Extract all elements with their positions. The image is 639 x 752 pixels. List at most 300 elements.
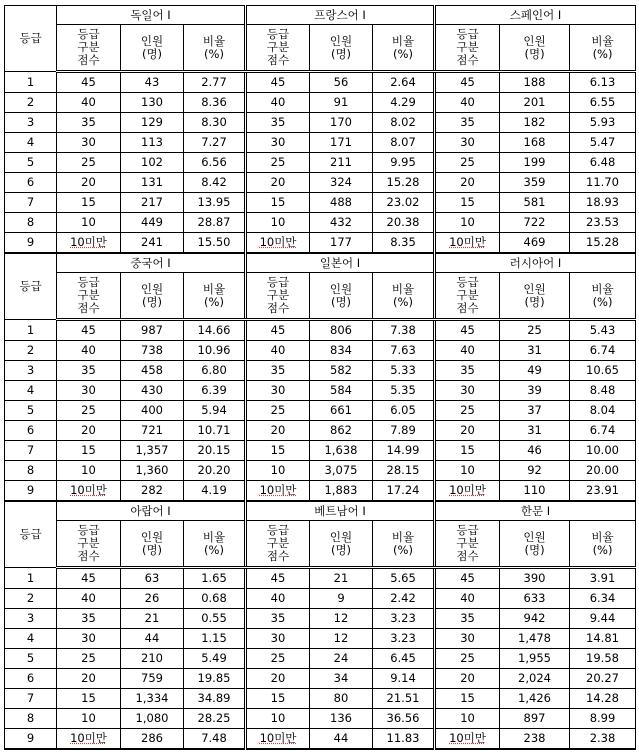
cut-score-cell: 15: [57, 689, 121, 709]
cut-score-cell: 30: [435, 133, 500, 153]
people-cell: 359: [500, 173, 570, 193]
ratio-cell: 0.68: [184, 589, 246, 609]
people-cell: 1,426: [500, 689, 570, 709]
cut-score-cell: 45: [246, 568, 310, 589]
people-header: 인원 (명): [500, 25, 570, 72]
people-cell: 1,955: [500, 649, 570, 669]
people-cell: 2,024: [500, 669, 570, 689]
ratio-header: 비율 (%): [373, 273, 435, 320]
cut-score-header: 등급 구분 점수: [246, 273, 310, 320]
people-cell: 21: [310, 568, 373, 589]
grade-cell: 8: [5, 461, 57, 481]
people-cell: 282: [121, 481, 184, 502]
cut-score-cell: 10: [435, 461, 500, 481]
table-row: [5, 361, 636, 381]
cut-score-cell: 30: [246, 629, 310, 649]
cut-score-cell: 35: [435, 113, 500, 133]
people-cell: 182: [500, 113, 570, 133]
ratio-cell: 6.55: [570, 93, 636, 113]
grade-cell: 4: [5, 629, 57, 649]
cut-score-cell: 20: [435, 669, 500, 689]
people-cell: 721: [121, 421, 184, 441]
table-row: [5, 421, 636, 441]
cut-score-cell: 25: [435, 153, 500, 173]
cut-score-cell: 30: [246, 381, 310, 401]
cut-score-cell: 35: [246, 361, 310, 381]
cut-score-cell: 45: [435, 568, 500, 589]
cut-score-cell: 40: [57, 341, 121, 361]
people-cell: 897: [500, 709, 570, 729]
people-cell: 3,075: [310, 461, 373, 481]
ratio-cell: 4.29: [373, 93, 435, 113]
language-header: 한문 I: [435, 501, 636, 521]
grade-column-header: 등급: [5, 6, 57, 72]
ratio-cell: 8.30: [184, 113, 246, 133]
people-header: 인원 (명): [310, 521, 373, 568]
cut-score-cell: 35: [246, 113, 310, 133]
ratio-cell: 7.27: [184, 133, 246, 153]
people-cell: 834: [310, 341, 373, 361]
people-cell: 1,478: [500, 629, 570, 649]
people-cell: 324: [310, 173, 373, 193]
ratio-cell: 18.93: [570, 193, 636, 213]
ratio-cell: 8.35: [373, 233, 435, 254]
people-cell: 201: [500, 93, 570, 113]
language-header: 러시아어 I: [435, 253, 636, 273]
cut-score-cell: 10미만: [246, 233, 310, 254]
ratio-cell: 21.51: [373, 689, 435, 709]
grade-cell: 7: [5, 193, 57, 213]
people-cell: 582: [310, 361, 373, 381]
table-row: [5, 153, 636, 173]
people-cell: 37: [500, 401, 570, 421]
grade-cell: 9: [5, 729, 57, 750]
people-cell: 449: [121, 213, 184, 233]
cut-score-cell: 10: [246, 709, 310, 729]
ratio-cell: 3.23: [373, 629, 435, 649]
cut-score-cell: 45: [246, 72, 310, 93]
ratio-cell: 2.42: [373, 589, 435, 609]
people-cell: 430: [121, 381, 184, 401]
cut-score-cell: 15: [57, 193, 121, 213]
cut-score-cell: 25: [57, 649, 121, 669]
cut-score-cell: 25: [246, 153, 310, 173]
table-row: [5, 93, 636, 113]
cut-score-cell: 45: [57, 72, 121, 93]
table-row: [5, 381, 636, 401]
people-cell: 46: [500, 441, 570, 461]
ratio-cell: 5.94: [184, 401, 246, 421]
cut-score-cell: 45: [435, 320, 500, 341]
table-row: [5, 233, 636, 254]
cut-score-cell: 10: [435, 709, 500, 729]
cut-score-cell: 20: [435, 421, 500, 441]
sub-header-row: [5, 521, 636, 568]
cut-score-cell: 10: [435, 213, 500, 233]
people-cell: 211: [310, 153, 373, 173]
grade-cell: 3: [5, 113, 57, 133]
people-cell: 987: [121, 320, 184, 341]
ratio-cell: 1.65: [184, 568, 246, 589]
language-header: 베트남어 I: [246, 501, 435, 521]
cut-score-cell: 20: [246, 173, 310, 193]
cut-score-cell: 10미만: [246, 481, 310, 502]
ratio-cell: 17.24: [373, 481, 435, 502]
people-cell: 25: [500, 320, 570, 341]
language-header: 독일어 I: [57, 6, 246, 25]
table-row: [5, 213, 636, 233]
cut-score-cell: 30: [57, 133, 121, 153]
cut-score-cell: 40: [57, 589, 121, 609]
cut-score-cell: 25: [246, 401, 310, 421]
people-cell: 31: [500, 421, 570, 441]
language-header-row: [5, 6, 636, 25]
ratio-cell: 6.45: [373, 649, 435, 669]
grade-cell: 6: [5, 669, 57, 689]
people-cell: 92: [500, 461, 570, 481]
grade-cell: 2: [5, 589, 57, 609]
ratio-cell: 10.71: [184, 421, 246, 441]
people-cell: 1,334: [121, 689, 184, 709]
ratio-header: 비율 (%): [570, 273, 636, 320]
people-header: 인원 (명): [500, 521, 570, 568]
cut-score-header: 등급 구분 점수: [57, 25, 121, 72]
people-cell: 661: [310, 401, 373, 421]
table-row: [5, 649, 636, 669]
ratio-cell: 8.36: [184, 93, 246, 113]
people-cell: 217: [121, 193, 184, 213]
ratio-cell: 13.95: [184, 193, 246, 213]
cut-score-cell: 25: [435, 401, 500, 421]
cut-score-cell: 40: [435, 341, 500, 361]
cut-score-cell: 10미만: [435, 729, 500, 750]
grade-cell: 1: [5, 320, 57, 341]
cut-score-cell: 10미만: [57, 729, 121, 750]
ratio-cell: 2.38: [570, 729, 636, 750]
cut-score-cell: 35: [57, 113, 121, 133]
ratio-cell: 15.50: [184, 233, 246, 254]
ratio-cell: 3.91: [570, 568, 636, 589]
table-row: [5, 72, 636, 93]
cut-score-cell: 40: [435, 93, 500, 113]
grade-cell: 5: [5, 153, 57, 173]
ratio-cell: 14.66: [184, 320, 246, 341]
cut-score-cell: 35: [57, 609, 121, 629]
people-cell: 63: [121, 568, 184, 589]
cut-score-cell: 40: [246, 589, 310, 609]
cut-score-cell: 25: [435, 649, 500, 669]
ratio-cell: 7.63: [373, 341, 435, 361]
people-cell: 171: [310, 133, 373, 153]
ratio-cell: 28.25: [184, 709, 246, 729]
ratio-cell: 5.35: [373, 381, 435, 401]
cut-score-cell: 20: [246, 421, 310, 441]
cut-score-header: 등급 구분 점수: [435, 273, 500, 320]
people-cell: 56: [310, 72, 373, 93]
table-row: [5, 133, 636, 153]
cut-score-cell: 30: [57, 629, 121, 649]
ratio-cell: 6.39: [184, 381, 246, 401]
cut-score-cell: 20: [57, 173, 121, 193]
ratio-cell: 5.43: [570, 320, 636, 341]
cut-score-cell: 10: [246, 213, 310, 233]
table-row: [5, 709, 636, 729]
ratio-cell: 6.48: [570, 153, 636, 173]
table-row: [5, 669, 636, 689]
cut-score-header: 등급 구분 점수: [435, 521, 500, 568]
people-cell: 1,638: [310, 441, 373, 461]
cut-score-cell: 40: [246, 341, 310, 361]
people-cell: 1,360: [121, 461, 184, 481]
cut-score-cell: 35: [57, 361, 121, 381]
cut-score-header: 등급 구분 점수: [57, 273, 121, 320]
ratio-cell: 9.44: [570, 609, 636, 629]
ratio-cell: 7.38: [373, 320, 435, 341]
ratio-cell: 4.19: [184, 481, 246, 502]
people-cell: 633: [500, 589, 570, 609]
people-header: 인원 (명): [310, 273, 373, 320]
ratio-cell: 3.23: [373, 609, 435, 629]
cut-score-cell: 15: [435, 689, 500, 709]
cut-score-cell: 25: [57, 401, 121, 421]
language-header-row: [5, 253, 636, 273]
people-cell: 488: [310, 193, 373, 213]
ratio-cell: 8.02: [373, 113, 435, 133]
ratio-cell: 19.58: [570, 649, 636, 669]
ratio-cell: 6.34: [570, 589, 636, 609]
people-cell: 12: [310, 629, 373, 649]
cut-score-cell: 40: [435, 589, 500, 609]
cut-score-cell: 15: [435, 193, 500, 213]
table-row: [5, 689, 636, 709]
ratio-cell: 15.28: [373, 173, 435, 193]
table-row: [5, 401, 636, 421]
grade-cell: 4: [5, 381, 57, 401]
grade-cell: 9: [5, 481, 57, 502]
people-cell: 110: [500, 481, 570, 502]
table-row: [5, 629, 636, 649]
cut-score-cell: 45: [57, 320, 121, 341]
grade-cell: 6: [5, 421, 57, 441]
ratio-cell: 14.28: [570, 689, 636, 709]
people-cell: 129: [121, 113, 184, 133]
people-cell: 469: [500, 233, 570, 254]
cut-score-cell: 20: [435, 173, 500, 193]
cut-score-cell: 25: [246, 649, 310, 669]
people-cell: 136: [310, 709, 373, 729]
people-cell: 43: [121, 72, 184, 93]
ratio-cell: 23.02: [373, 193, 435, 213]
cut-score-cell: 10미만: [57, 233, 121, 254]
people-cell: 26: [121, 589, 184, 609]
grade-cell: 7: [5, 689, 57, 709]
cut-score-cell: 45: [57, 568, 121, 589]
people-cell: 581: [500, 193, 570, 213]
people-header: 인원 (명): [121, 25, 184, 72]
ratio-header: 비율 (%): [184, 25, 246, 72]
language-header: 일본어 I: [246, 253, 435, 273]
cut-score-cell: 35: [246, 609, 310, 629]
table-row: [5, 113, 636, 133]
ratio-cell: 23.91: [570, 481, 636, 502]
cut-score-header: 등급 구분 점수: [246, 25, 310, 72]
grade-distribution-page: [4, 5, 635, 750]
ratio-cell: 8.99: [570, 709, 636, 729]
cut-score-cell: 30: [435, 629, 500, 649]
cut-score-header: 등급 구분 점수: [435, 25, 500, 72]
ratio-cell: 2.64: [373, 72, 435, 93]
people-cell: 862: [310, 421, 373, 441]
people-header: 인원 (명): [310, 25, 373, 72]
table-row: [5, 341, 636, 361]
language-header: 스페인어 I: [435, 6, 636, 25]
grade-cell: 8: [5, 709, 57, 729]
cut-score-cell: 35: [435, 361, 500, 381]
cut-score-cell: 15: [246, 441, 310, 461]
cut-score-cell: 10미만: [246, 729, 310, 750]
ratio-header: 비율 (%): [184, 521, 246, 568]
table-row: [5, 193, 636, 213]
language-header: 프랑스어 I: [246, 6, 435, 25]
people-cell: 390: [500, 568, 570, 589]
ratio-cell: 19.85: [184, 669, 246, 689]
table-row: [5, 729, 636, 750]
cut-score-cell: 40: [57, 93, 121, 113]
people-header: 인원 (명): [121, 273, 184, 320]
grade-cell: 9: [5, 233, 57, 254]
ratio-header: 비율 (%): [570, 25, 636, 72]
people-cell: 942: [500, 609, 570, 629]
people-cell: 130: [121, 93, 184, 113]
people-cell: 1,883: [310, 481, 373, 502]
grade-cell: 1: [5, 568, 57, 589]
people-cell: 44: [310, 729, 373, 750]
ratio-cell: 8.48: [570, 381, 636, 401]
cut-score-cell: 10미만: [57, 481, 121, 502]
grade-column-header: 등급: [5, 253, 57, 320]
people-cell: 39: [500, 381, 570, 401]
people-cell: 432: [310, 213, 373, 233]
people-cell: 168: [500, 133, 570, 153]
language-header: 아랍어 I: [57, 501, 246, 521]
ratio-cell: 10.00: [570, 441, 636, 461]
grade-cell: 6: [5, 173, 57, 193]
people-cell: 24: [310, 649, 373, 669]
people-cell: 9: [310, 589, 373, 609]
table-row: [5, 589, 636, 609]
people-cell: 31: [500, 341, 570, 361]
ratio-cell: 5.33: [373, 361, 435, 381]
ratio-cell: 14.99: [373, 441, 435, 461]
people-cell: 238: [500, 729, 570, 750]
grade-cell: 1: [5, 72, 57, 93]
people-cell: 21: [121, 609, 184, 629]
people-header: 인원 (명): [121, 521, 184, 568]
people-cell: 584: [310, 381, 373, 401]
cut-score-cell: 15: [246, 689, 310, 709]
cut-score-cell: 30: [246, 133, 310, 153]
ratio-header: 비율 (%): [184, 273, 246, 320]
people-cell: 177: [310, 233, 373, 254]
people-cell: 400: [121, 401, 184, 421]
people-cell: 806: [310, 320, 373, 341]
ratio-cell: 28.15: [373, 461, 435, 481]
ratio-cell: 5.47: [570, 133, 636, 153]
cut-score-cell: 20: [57, 421, 121, 441]
ratio-cell: 7.89: [373, 421, 435, 441]
ratio-cell: 8.04: [570, 401, 636, 421]
cut-score-cell: 10: [57, 461, 121, 481]
people-cell: 199: [500, 153, 570, 173]
ratio-cell: 6.56: [184, 153, 246, 173]
people-cell: 738: [121, 341, 184, 361]
language-header: 중국어 I: [57, 253, 246, 273]
grade-cell: 8: [5, 213, 57, 233]
cut-score-cell: 10미만: [435, 481, 500, 502]
cut-score-cell: 10: [57, 709, 121, 729]
people-cell: 44: [121, 629, 184, 649]
grade-distribution-table: [4, 5, 636, 750]
people-cell: 102: [121, 153, 184, 173]
cut-score-cell: 30: [435, 381, 500, 401]
ratio-cell: 11.83: [373, 729, 435, 750]
ratio-cell: 20.15: [184, 441, 246, 461]
cut-score-cell: 20: [246, 669, 310, 689]
ratio-cell: 8.07: [373, 133, 435, 153]
cut-score-cell: 45: [435, 72, 500, 93]
grade-column-header: 등급: [5, 501, 57, 568]
people-cell: 80: [310, 689, 373, 709]
ratio-cell: 5.93: [570, 113, 636, 133]
table-row: [5, 609, 636, 629]
ratio-header: 비율 (%): [570, 521, 636, 568]
ratio-cell: 5.49: [184, 649, 246, 669]
cut-score-cell: 35: [435, 609, 500, 629]
table-row: [5, 461, 636, 481]
sub-header-row: [5, 273, 636, 320]
people-cell: 1,080: [121, 709, 184, 729]
table-row: [5, 481, 636, 502]
table-row: [5, 568, 636, 589]
table-row: [5, 441, 636, 461]
people-cell: 49: [500, 361, 570, 381]
people-cell: 12: [310, 609, 373, 629]
cut-score-cell: 45: [246, 320, 310, 341]
ratio-cell: 2.77: [184, 72, 246, 93]
ratio-cell: 34.89: [184, 689, 246, 709]
cut-score-cell: 10: [57, 213, 121, 233]
ratio-cell: 10.65: [570, 361, 636, 381]
grade-cell: 3: [5, 361, 57, 381]
ratio-cell: 20.20: [184, 461, 246, 481]
grade-cell: 7: [5, 441, 57, 461]
people-cell: 34: [310, 669, 373, 689]
people-cell: 458: [121, 361, 184, 381]
ratio-cell: 5.65: [373, 568, 435, 589]
cut-score-header: 등급 구분 점수: [246, 521, 310, 568]
ratio-cell: 11.70: [570, 173, 636, 193]
ratio-cell: 6.74: [570, 341, 636, 361]
ratio-cell: 20.38: [373, 213, 435, 233]
ratio-cell: 23.53: [570, 213, 636, 233]
ratio-cell: 9.14: [373, 669, 435, 689]
cut-score-cell: 15: [246, 193, 310, 213]
people-header: 인원 (명): [500, 273, 570, 320]
people-cell: 210: [121, 649, 184, 669]
cut-score-cell: 40: [246, 93, 310, 113]
cut-score-cell: 10: [246, 461, 310, 481]
people-cell: 1,357: [121, 441, 184, 461]
